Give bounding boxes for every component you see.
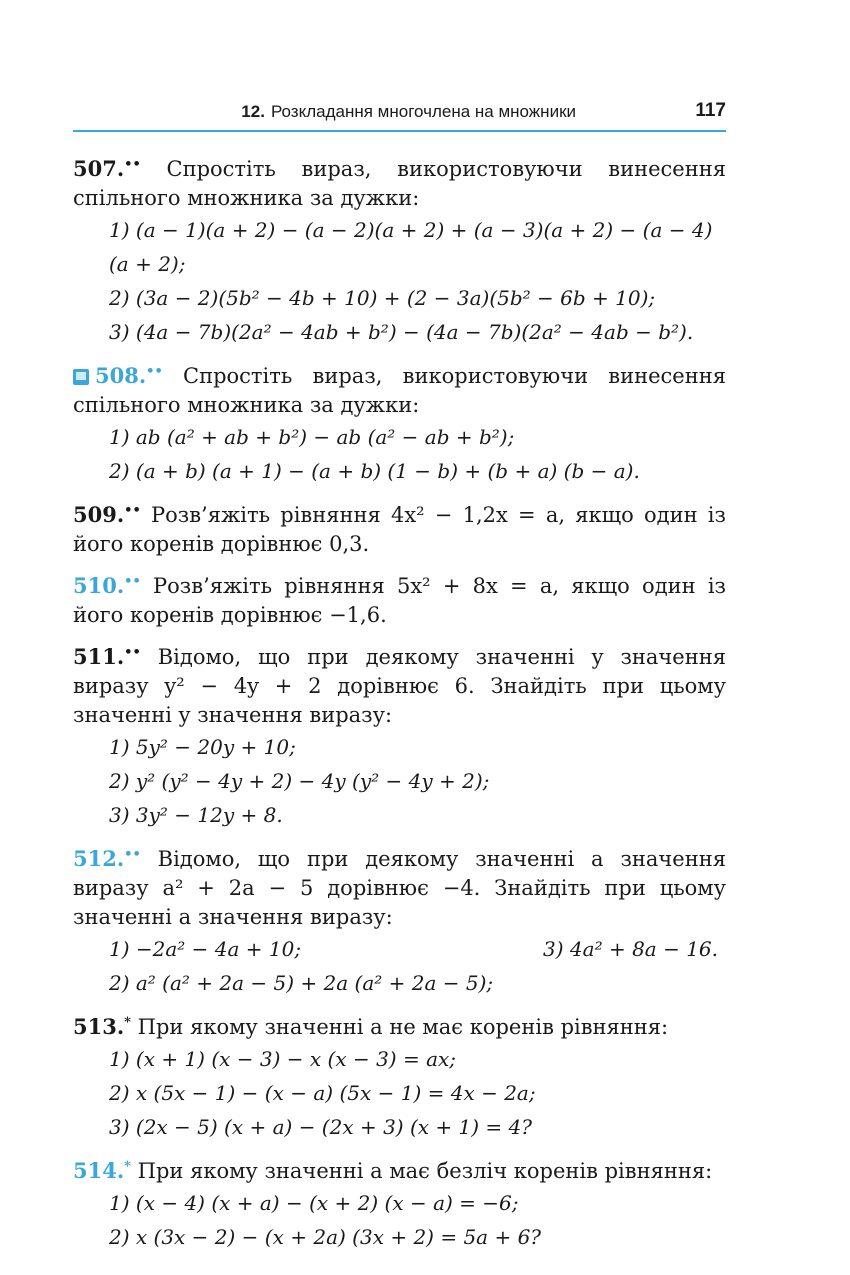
section-number: 12.: [241, 102, 265, 121]
list-item: 3) 4a² + 8a − 16.: [543, 937, 718, 961]
exercise-513: [73, 1008, 726, 1144]
exercise-number: 510.••: [73, 573, 141, 598]
list-item: 1) (x − 4) (x + a) − (x + 2) (x − a) = −6;: [109, 1191, 519, 1215]
exercise-number: 507.••: [73, 156, 141, 181]
exercise-number: 512.••: [73, 846, 141, 871]
list-item: 2) (a + b) (a + 1) − (a + b) (1 − b) + (b + a) (b − a).: [109, 459, 640, 483]
list-item: 3) (4a − 7b)(2a² − 4ab + b²) − (4a − 7b)(2a² − 4ab − b²).: [109, 320, 694, 344]
exercise-509: [73, 496, 726, 559]
list-item: 2) y² (y² − 4y + 2) − 4y (y² − 4y + 2);: [109, 769, 490, 793]
exercise-512: [73, 840, 726, 1000]
section-title: [241, 102, 576, 122]
list-item: 3) (2x − 5) (x + a) − (2x + 3) (x + 1) = 4?: [109, 1115, 532, 1139]
exercise-514: [73, 1152, 726, 1254]
list-item: 2) x (3x − 2) − (x + 2a) (3x + 2) = 5a + 6?: [109, 1225, 542, 1249]
list-item: 3) 3y² − 12y + 8.: [109, 803, 283, 827]
list-item: 1) (a − 1)(a + 2) − (a − 2)(a + 2) + (a − 3)(a + 2) − (a − 4)(a + 2);: [109, 218, 713, 276]
list-item: 1) ab (a² + ab + b²) − ab (a² − ab + b²);: [109, 425, 515, 449]
exercise-text: 512.•• Відомо, що при деякому значенні a значення виразу a² + 2a − 5 дорівнює −4. Знайдіть при цьому значенні a значення виразу:: [73, 846, 726, 929]
list-item: 2) x (5x − 1) − (x − a) (5x − 1) = 4x − 2a;: [109, 1081, 536, 1105]
list-item: 1) (x + 1) (x − 3) − x (x − 3) = ax;: [109, 1047, 457, 1071]
screen-icon: [73, 369, 89, 385]
section-title-text: Розкладання многочлена на множники: [270, 102, 576, 121]
exercise-text: 510.•• Розв’яжіть рівняння 5x² + 8x = a, якщо один із його коренів дорівнює −1,6.: [73, 573, 727, 627]
exercise-text: 513.* При якому значенні a не має коренів рівняння:: [73, 1014, 669, 1039]
exercise-number: 508.••: [95, 363, 163, 388]
list-item: 2) a² (a² + 2a − 5) + 2a (a² + 2a − 5);: [109, 971, 494, 995]
exercise-text: 511.•• Відомо, що при деякому значенні y значення виразу y² − 4y + 2 дорівнює 6. Знайдіть при цьому значенні y значення виразу:: [73, 644, 726, 727]
exercise-number: 514.*: [73, 1158, 131, 1183]
exercise-510: [73, 567, 726, 630]
list-item: 1) 5y² − 20y + 10;: [109, 735, 296, 759]
exercise-508: [73, 357, 726, 488]
exercise-511: [73, 638, 726, 832]
exercise-text: 514.* При якому значенні a має безліч коренів рівняння:: [73, 1158, 713, 1183]
list-item: 2) (3a − 2)(5b² − 4b + 10) + (2 − 3a)(5b² − 6b + 10);: [109, 286, 656, 310]
exercise-number: 509.••: [73, 502, 141, 527]
running-header: [73, 100, 726, 132]
exercise-text: 508.•• Спростіть вираз, використовуючи винесення спільного множника за дужки:: [73, 363, 726, 417]
list-row: [73, 932, 726, 966]
list-item: 1) −2a² − 4a + 10;: [109, 937, 302, 961]
exercise-text: 509.•• Розв’яжіть рівняння 4x² − 1,2x = a, якщо один із його коренів дорівнює 0,3.: [73, 502, 726, 556]
page-number: 117: [695, 100, 726, 121]
exercise-507: [73, 150, 726, 349]
exercise-number: 511.••: [73, 644, 141, 669]
exercise-number: 513.*: [73, 1014, 131, 1039]
exercise-text: 507.•• Спростіть вираз, використовуючи винесення спільного множника за дужки:: [73, 156, 726, 210]
page-content: [73, 150, 726, 1254]
